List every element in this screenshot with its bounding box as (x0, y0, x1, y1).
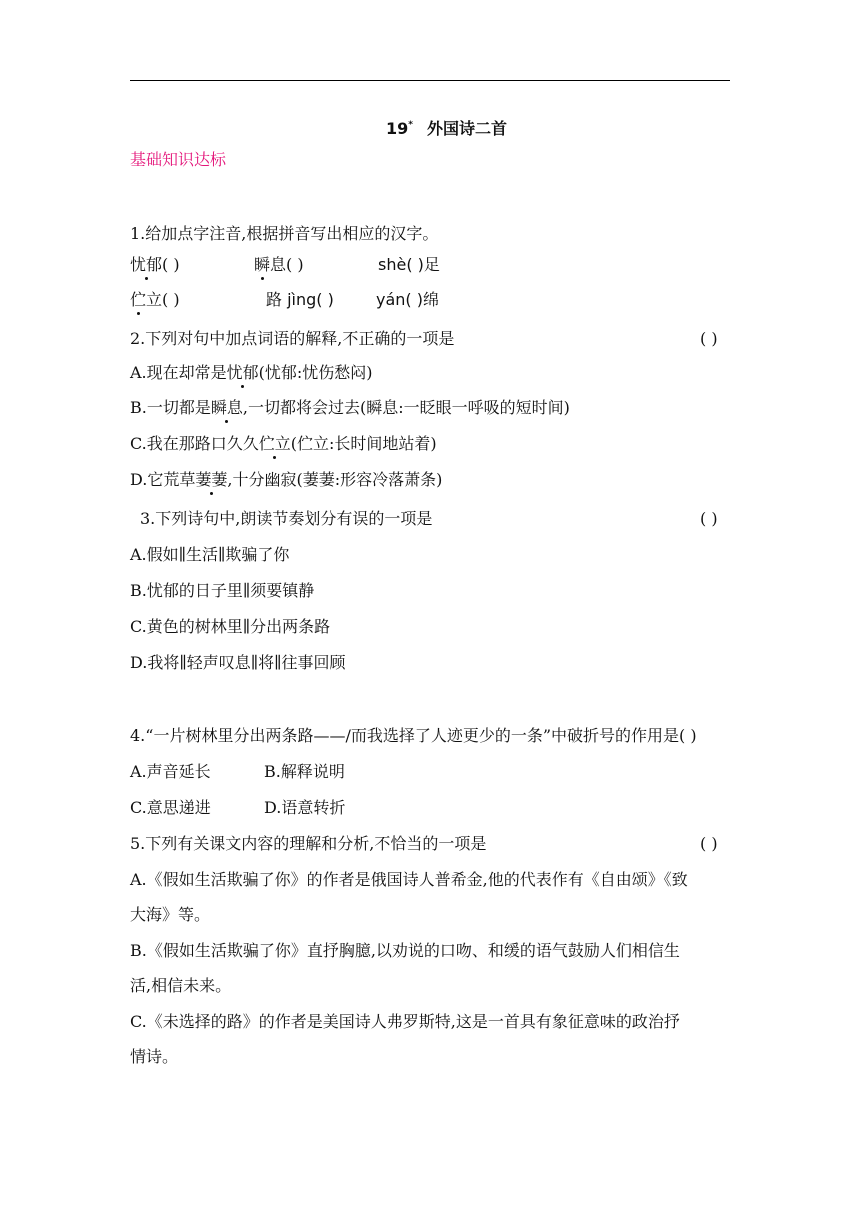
q2-option-b: B.一切都是瞬息,一切都将会过去(瞬息:一眨眼一呼吸的短时间) (130, 398, 570, 417)
q2-stem: 2.下列对句中加点词语的解释,不正确的一项是 (130, 329, 455, 348)
q3-option-c: C.黄色的树林里∥分出两条路 (130, 617, 331, 636)
q5-option-b: B.《假如生活欺骗了你》直抒胸臆,以劝说的口吻、和缓的语气鼓励人们相信生 (130, 941, 680, 960)
q5-option-c-cont: 情诗。 (130, 1047, 179, 1066)
q1-item: shè( )足 (378, 255, 440, 274)
q5-option-a-cont: 大海》等。 (130, 905, 211, 924)
q3-option-b: B.忧郁的日子里∥须要镇静 (130, 581, 315, 600)
q1-item: 伫立( ) (130, 290, 180, 309)
q4-option-c: C.意思递进 (130, 798, 211, 817)
q5-option-b-cont: 活,相信未来。 (130, 976, 232, 995)
q4-option-d: D.语意转折 (264, 798, 346, 817)
q1-stem: 1.给加点字注音,根据拼音写出相应的汉字。 (130, 224, 439, 243)
page-title: 19* 外国诗二首 (386, 119, 507, 138)
q2-option-c: C.我在那路口久久伫立(伫立:长时间地站着) (130, 434, 437, 453)
section-heading: 基础知识达标 (130, 150, 227, 169)
q1-item: 瞬息( ) (254, 255, 304, 274)
q3-option-d: D.我将∥轻声叹息∥将∥往事回顾 (130, 653, 346, 672)
q1-item: yán( )绵 (376, 290, 439, 309)
q3-stem: 3.下列诗句中,朗读节奏划分有误的一项是 (140, 509, 433, 528)
header-rule (130, 80, 730, 81)
answer-paren: ( ) (700, 509, 718, 528)
q1-item: 路 jìng( ) (266, 290, 334, 309)
q3-option-a: A.假如∥生活∥欺骗了你 (130, 545, 290, 564)
q2-option-d: D.它荒草萋萋,十分幽寂(萋萋:形容冷落萧条) (130, 470, 443, 489)
q1-item: 忧郁( ) (130, 255, 180, 274)
q4-option-a: A.声音延长 (130, 762, 211, 781)
q4-option-b: B.解释说明 (264, 762, 345, 781)
q5-option-a: A.《假如生活欺骗了你》的作者是俄国诗人普希金,他的代表作有《自由颂》《致 (130, 870, 688, 889)
q5-option-c: C.《未选择的路》的作者是美国诗人弗罗斯特,这是一首具有象征意味的政治抒 (130, 1012, 680, 1031)
q4-stem: 4.“一片树林里分出两条路——/而我选择了人迹更少的一条”中破折号的作用是( ) (130, 726, 697, 745)
answer-paren: ( ) (700, 834, 718, 853)
answer-paren: ( ) (700, 329, 718, 348)
q5-stem: 5.下列有关课文内容的理解和分析,不恰当的一项是 (130, 834, 487, 853)
q2-option-a: A.现在却常是忧郁(忧郁:忧伤愁闷) (130, 363, 373, 382)
